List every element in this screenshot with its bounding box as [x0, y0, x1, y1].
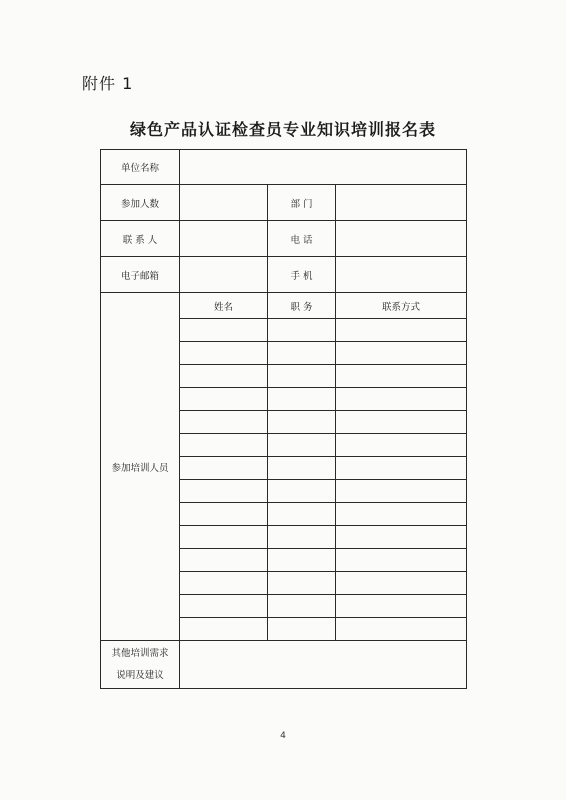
participants-count-field[interactable] — [180, 185, 268, 221]
trainee-name-cell[interactable] — [180, 526, 268, 549]
trainee-contact-cell[interactable] — [336, 595, 467, 618]
attachment-label: 附件 1 — [82, 74, 134, 93]
trainee-contact-cell[interactable] — [336, 503, 467, 526]
trainee-contact-cell[interactable] — [336, 434, 467, 457]
trainee-position-cell[interactable] — [268, 572, 336, 595]
column-header-contact: 联系方式 — [336, 293, 467, 319]
trainee-contact-cell[interactable] — [336, 549, 467, 572]
trainee-name-cell[interactable] — [180, 549, 268, 572]
department-label: 部 门 — [268, 185, 336, 221]
participants-count-label: 参加人数 — [101, 185, 180, 221]
trainee-contact-cell[interactable] — [336, 411, 467, 434]
notes-label-line2: 说明及建议 — [116, 669, 164, 681]
contact-person-field[interactable] — [180, 221, 268, 257]
trainees-label: 参加培训人员 — [101, 293, 180, 641]
trainee-name-cell[interactable] — [180, 319, 268, 342]
page-number: 4 — [280, 731, 286, 741]
trainee-position-cell[interactable] — [268, 526, 336, 549]
trainee-name-cell[interactable] — [180, 365, 268, 388]
department-field[interactable] — [336, 185, 467, 221]
trainee-contact-cell[interactable] — [336, 365, 467, 388]
trainee-name-cell[interactable] — [180, 618, 268, 641]
registration-form-table — [100, 149, 467, 689]
trainee-contact-cell[interactable] — [336, 457, 467, 480]
phone-label: 电 话 — [268, 221, 336, 257]
trainee-name-cell[interactable] — [180, 480, 268, 503]
trainee-position-cell[interactable] — [268, 618, 336, 641]
notes-label — [101, 641, 180, 689]
trainee-name-cell[interactable] — [180, 595, 268, 618]
trainee-name-cell[interactable] — [180, 342, 268, 365]
trainee-position-cell[interactable] — [268, 411, 336, 434]
trainee-position-cell[interactable] — [268, 434, 336, 457]
column-header-name: 姓名 — [180, 293, 268, 319]
trainee-contact-cell[interactable] — [336, 572, 467, 595]
mobile-field[interactable] — [336, 257, 467, 293]
trainee-contact-cell[interactable] — [336, 319, 467, 342]
trainee-position-cell[interactable] — [268, 319, 336, 342]
mobile-label: 手 机 — [268, 257, 336, 293]
trainee-position-cell[interactable] — [268, 365, 336, 388]
trainee-position-cell[interactable] — [268, 457, 336, 480]
unit-name-label: 单位名称 — [101, 150, 180, 185]
form-title: 绿色产品认证检查员专业知识培训报名表 — [129, 120, 436, 139]
trainee-position-cell[interactable] — [268, 342, 336, 365]
trainee-position-cell[interactable] — [268, 480, 336, 503]
trainee-name-cell[interactable] — [180, 572, 268, 595]
trainee-position-cell[interactable] — [268, 595, 336, 618]
trainee-contact-cell[interactable] — [336, 388, 467, 411]
trainee-name-cell[interactable] — [180, 503, 268, 526]
trainee-position-cell[interactable] — [268, 549, 336, 572]
trainee-contact-cell[interactable] — [336, 342, 467, 365]
email-label: 电子邮箱 — [101, 257, 180, 293]
trainee-contact-cell[interactable] — [336, 618, 467, 641]
contact-person-label: 联 系 人 — [101, 221, 180, 257]
trainee-position-cell[interactable] — [268, 503, 336, 526]
notes-label-line1: 其他培训需求 — [111, 647, 169, 659]
phone-field[interactable] — [336, 221, 467, 257]
trainee-name-cell[interactable] — [180, 411, 268, 434]
trainee-contact-cell[interactable] — [336, 526, 467, 549]
trainee-name-cell[interactable] — [180, 457, 268, 480]
column-header-position: 职 务 — [268, 293, 336, 319]
trainee-name-cell[interactable] — [180, 434, 268, 457]
email-field[interactable] — [180, 257, 268, 293]
trainee-name-cell[interactable] — [180, 388, 268, 411]
trainee-position-cell[interactable] — [268, 388, 336, 411]
notes-field[interactable] — [180, 641, 467, 689]
unit-name-field[interactable] — [180, 150, 467, 185]
trainee-contact-cell[interactable] — [336, 480, 467, 503]
